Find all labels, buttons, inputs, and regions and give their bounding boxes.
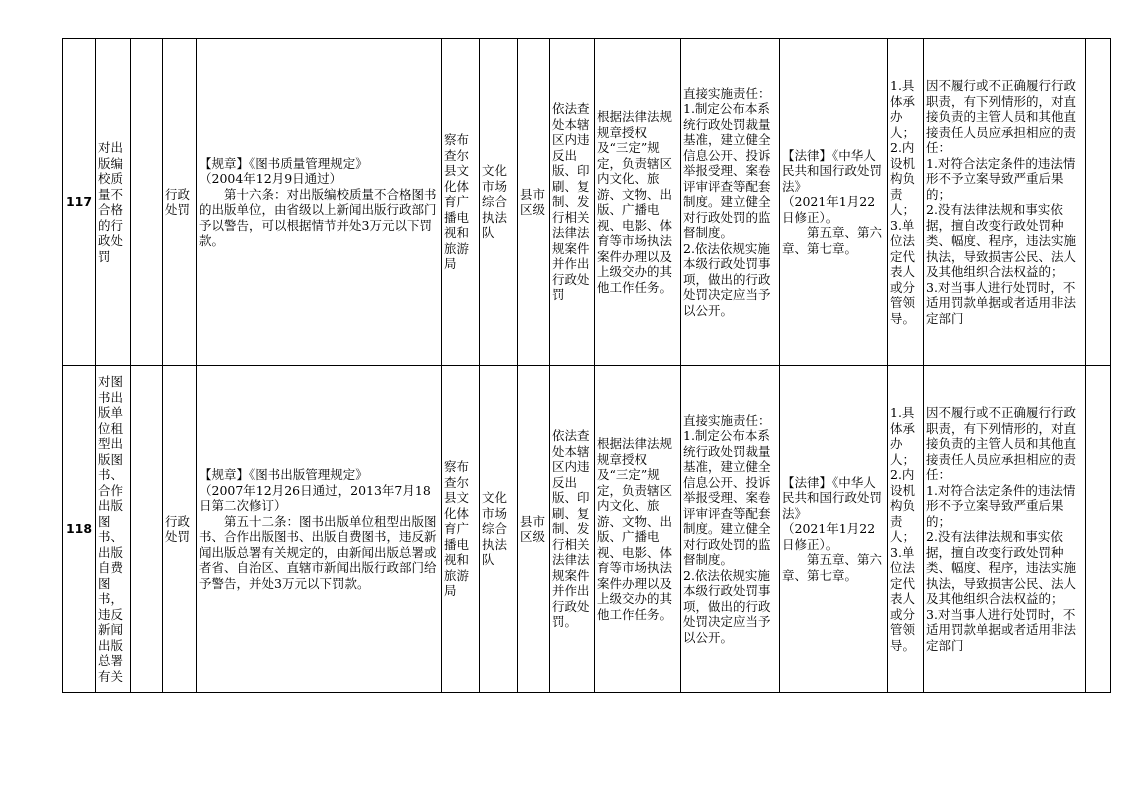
duty-cell <box>681 366 780 693</box>
accountability-situations: 因不履行或不正确履行行政职责，有下列情形的，对直接负责的主管人员和其他直接责任人员应承担相应的责任： 1.对符合法定条件的违法情形不予立案导致严重后果的； 2.没有法律法规和事实依据，擅自改变行政处罚种类、幅度、程序，违法实施执法，导致损害公民、法人及其他组织合法权益的； 3.对当事人进行处罚时，不适用罚款单据或者适用非法定部门 <box>926 78 1077 326</box>
content-cell <box>550 39 595 366</box>
responsibility-matters: 直接实施责任： 1.制定公布本系统行政处罚裁量基准，建立健全信息公开、投诉举报受理、案卷评审评查等配套制度。建立健全对行政处罚的监督制度。 2.依法依规实施本级行政处罚事项，做出的行政处罚决定应当予以公开。 <box>683 412 771 645</box>
level-cell <box>518 39 550 366</box>
level-cell <box>518 366 550 693</box>
implementing-level: 县市区级 <box>520 513 546 544</box>
item-name-cell <box>96 39 131 366</box>
item-type: 行政处罚 <box>165 513 191 544</box>
accountability-cell <box>924 366 1086 693</box>
item-name: 对出版编校质量不合格的行政处罚 <box>98 140 124 264</box>
subject-cell <box>442 39 480 366</box>
remark-cell <box>1086 366 1111 693</box>
enforcement-content: 依法查处本辖区内违反出版、印刷、复制、发行相关法律法规案件并作出行政处罚 <box>552 101 590 303</box>
responsibility-table <box>62 38 1111 693</box>
duty-basis-cell <box>780 39 888 366</box>
item-type-cell <box>163 39 197 366</box>
row-number: 118 <box>63 366 96 693</box>
legal-basis-cell <box>197 39 442 366</box>
table-row <box>63 366 1111 693</box>
empty-cell <box>131 366 163 693</box>
remark-cell <box>1086 39 1111 366</box>
duty-basis-cell <box>780 366 888 693</box>
division-cell <box>595 366 681 693</box>
division-of-duty: 根据法律法规规章授权及“三定”规定，负责辖区内文化、旅游、文物、出版、广播电视、电影、体育等市场执法案件办理以及上级交办的其他工作任务。 <box>597 109 673 295</box>
legal-basis: 【规章】《图书质量管理规定》 （2004年12月9日通过） 第十六条：对出版编校质量不合格图书的出版单位，由省级以上新闻出版行政部门予以警告，可以根据情节并处3万元以下罚款。 <box>199 155 437 248</box>
division-cell <box>595 39 681 366</box>
table-row <box>63 39 1111 366</box>
dept-cell <box>480 39 518 366</box>
division-of-duty: 根据法律法规规章授权及“三定”规定，负责辖区内文化、旅游、文物、出版、广播电视、电影、体育等市场执法案件办理以及上级交办的其他工作任务。 <box>597 436 673 622</box>
row-number: 117 <box>63 39 96 366</box>
responsibility-matters: 直接实施责任： 1.制定公布本系统行政处罚裁量基准，建立健全信息公开、投诉举报受理、案卷评审评查等配套制度。建立健全对行政处罚的监督制度。 2.依法依规实施本级行政处罚事项，做出的行政处罚决定应当予以公开。 <box>683 85 771 318</box>
accountable-persons: 1.具体承办人； 2.内设机构负责人； 3.单位法定代表人或分管领导。 <box>890 78 916 326</box>
content-cell <box>550 366 595 693</box>
subject-cell <box>442 366 480 693</box>
responsibility-basis: 【法律】《中华人民共和国行政处罚法》 （2021年1月22日修正）。 第五章、第六章、第七章。 <box>782 474 883 583</box>
item-name-cell <box>96 366 131 693</box>
implementing-subject: 察布查尔县文化体育广播电视和旅游局 <box>444 459 470 599</box>
implementing-subject: 察布查尔县文化体育广播电视和旅游局 <box>444 132 470 272</box>
item-type: 行政处罚 <box>165 186 191 217</box>
responsibility-basis: 【法律】《中华人民共和国行政处罚法》 （2021年1月22日修正）。 第五章、第六章、第七章。 <box>782 147 883 256</box>
enforcement-content: 依法查处本辖区内违反出版、印刷、复制、发行相关法律法规案件并作出行政处罚。 <box>552 428 590 630</box>
accountability-situations: 因不履行或不正确履行行政职责，有下列情形的，对直接负责的主管人员和其他直接责任人员应承担相应的责任： 1.对符合法定条件的违法情形不予立案导致严重后果的； 2.没有法律法规和事实依据，擅自改变行政处罚种类、幅度、程序，违法实施执法，导致损害公民、法人及其他组织合法权益的； 3.对当事人进行处罚时，不适用罚款单据或者适用非法定部门 <box>926 405 1077 653</box>
accountable-persons: 1.具体承办人； 2.内设机构负责人； 3.单位法定代表人或分管领导。 <box>890 405 916 653</box>
accountable-cell <box>888 366 924 693</box>
legal-basis: 【规章】《图书出版管理规定》 （2007年12月26日通过，2013年7月18日第二次修订） 第五十二条：图书出版单位租型出版图书、合作出版图书、出版自费图书，违反新闻出版总署有关规定的，由新闻出版总署或者省、自治区、直辖市新闻出版行政部门给予警告，并处3万元以下罚款。 <box>199 467 437 591</box>
legal-basis-cell <box>197 366 442 693</box>
accountability-cell <box>924 39 1086 366</box>
implementing-level: 县市区级 <box>520 186 546 217</box>
empty-cell <box>131 39 163 366</box>
duty-cell <box>681 39 780 366</box>
item-name: 对图书出版单位租型出版图书、合作出版图书、出版自费图书，违反新闻出版总署有关 <box>98 374 124 684</box>
implementing-department: 文化市场综合执法队 <box>482 163 508 241</box>
item-type-cell <box>163 366 197 693</box>
dept-cell <box>480 366 518 693</box>
accountable-cell <box>888 39 924 366</box>
implementing-department: 文化市场综合执法队 <box>482 490 508 568</box>
